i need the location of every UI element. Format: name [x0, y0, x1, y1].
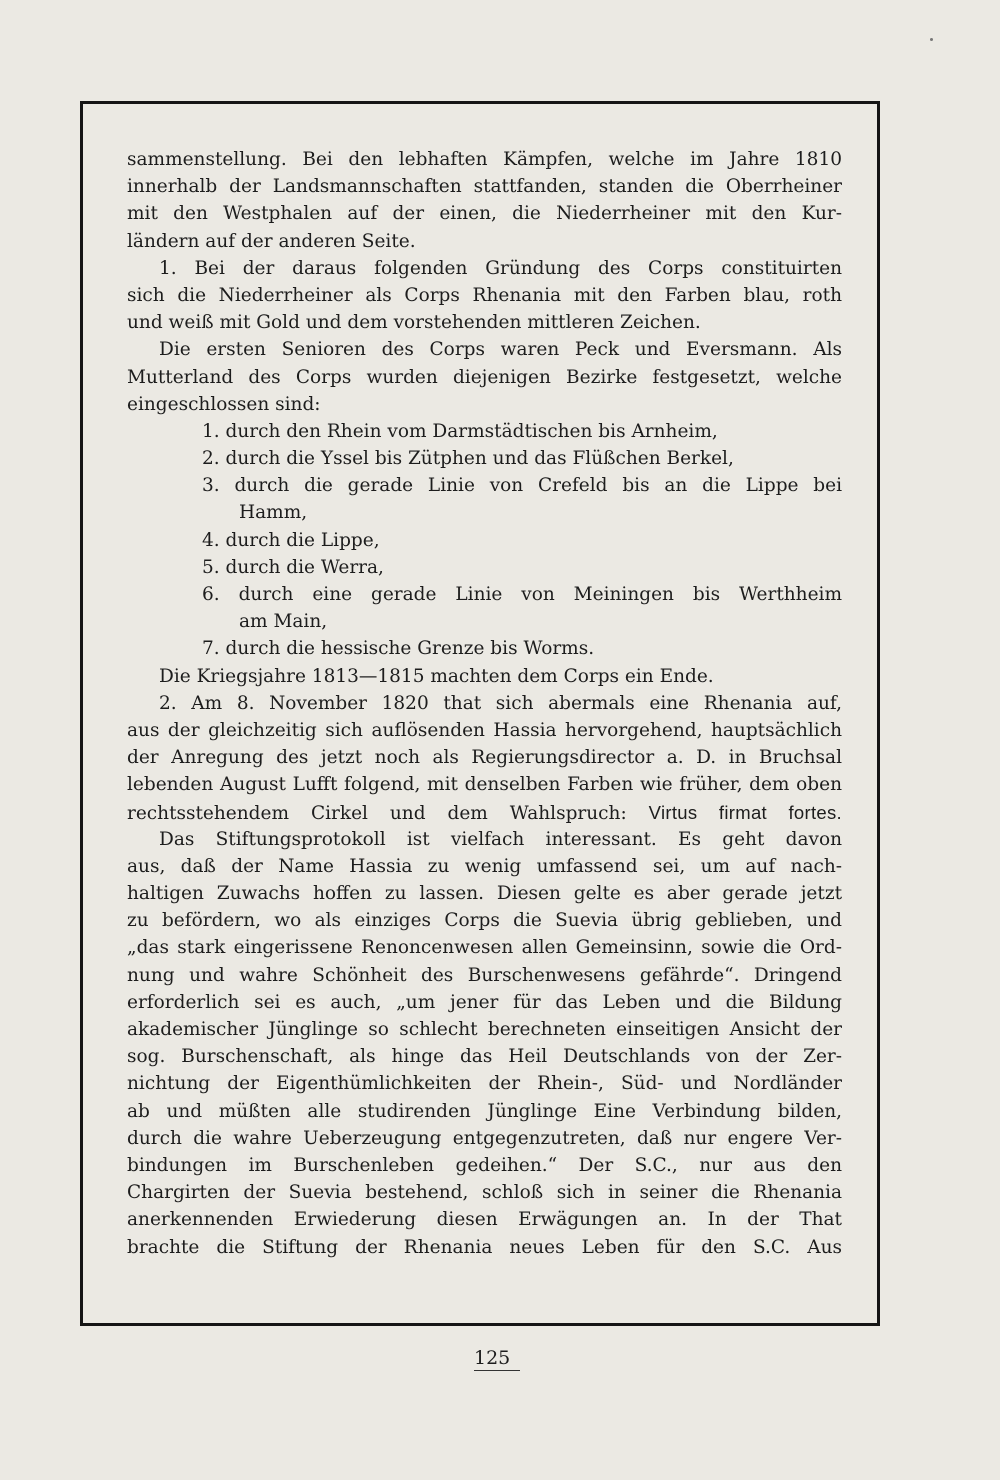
text-line: haltigen Zuwachs hoffen zu lassen. Diesen gelte es aber gerade jetzt	[127, 883, 842, 905]
text-line: sich die Niederrheiner als Corps Rhenania mit den Farben blau, roth	[127, 284, 842, 306]
text-line: ländern auf der anderen Seite.	[127, 230, 416, 252]
list-item-continuation: Hamm,	[239, 502, 308, 524]
page-text-block	[127, 146, 842, 1261]
text-line	[127, 1152, 842, 1179]
text-line: eingeschlossen sind:	[127, 393, 321, 415]
list-item: 7. durch die hessische Grenze bis Worms.	[202, 638, 595, 660]
text-line: „das stark eingerissene Renoncenwesen allen Gemeinsinn, sowie die Ord-	[127, 937, 842, 959]
text-line: und weiß mit Gold und dem vorstehenden mittleren Zeichen.	[127, 312, 701, 334]
motto-text: Virtus firmat fortes.	[648, 801, 842, 823]
text-line: nung und wahre Schönheit des Burschenwesens gefährde“. Dringend	[127, 964, 842, 986]
text-segment: Der S.C., nur aus den	[578, 1154, 842, 1176]
list-item: 5. durch die Werra,	[202, 556, 384, 578]
text-line: Das Stiftungsprotokoll ist vielfach interessant. Es geht davon	[159, 828, 842, 850]
text-line: der Anregung des jetzt noch als Regierungsdirector a. D. in Bruchsal	[127, 747, 842, 769]
text-line: 1. Bei der daraus folgenden Gründung des Corps constituirten	[159, 257, 842, 279]
text-line: sog. Burschenschaft, als hinge das Heil Deutschlands von der Zer-	[127, 1046, 842, 1068]
list-item: 2. durch die Yssel bis Zütphen und das Flüßchen Berkel,	[202, 448, 734, 470]
list-item: 1. durch den Rhein vom Darmstädtischen bis Arnheim,	[202, 420, 718, 442]
page-number: 125	[474, 1346, 520, 1371]
text-line: Die ersten Senioren des Corps waren Peck und Eversmann. Als	[159, 339, 842, 361]
text-segment: bindungen im Burschenleben gedeihen.“	[127, 1154, 558, 1176]
list-item: 6. durch eine gerade Linie von Meiningen bis Werthheim	[202, 584, 842, 605]
list-item: 3. durch die gerade Linie von Crefeld bis an die Lippe bei	[202, 475, 842, 497]
text-line: sammenstellung. Bei den lebhaften Kämpfen, welche im Jahre 1810	[127, 149, 842, 170]
text-line: mit den Westphalen auf der einen, die Niederrheiner mit den Kur-	[127, 203, 842, 225]
text-line: lebenden August Lufft folgend, mit denselben Farben wie früher, dem oben	[127, 774, 842, 796]
text-line: durch die wahre Ueberzeugung entgegenzutreten, daß nur engere Ver-	[127, 1127, 842, 1149]
list-item-continuation: am Main,	[239, 611, 328, 633]
text-line: brachte die Stiftung der Rhenania neues Leben für den S.C. Aus	[127, 1236, 842, 1258]
text-line: aus der gleichzeitig sich auflösenden Hassia hervorgehend, hauptsächlich	[127, 719, 842, 741]
text-line: zu befördern, wo als einziges Corps die Suevia übrig geblieben, und	[127, 910, 842, 932]
text-line: 2. Am 8. November 1820 that sich abermals eine Rhenania auf,	[159, 692, 842, 714]
text-line: Mutterland des Corps wurden diejenigen Bezirke festgesetzt, welche	[127, 366, 842, 388]
text-line: Die Kriegsjahre 1813—1815 machten dem Corps ein Ende.	[159, 665, 714, 687]
text-segment: rechtsstehendem Cirkel und dem Wahlspruch:	[127, 802, 627, 824]
text-line: aus, daß der Name Hassia zu wenig umfassend sei, um auf nach-	[127, 855, 842, 877]
list-item: 4. durch die Lippe,	[202, 529, 380, 551]
text-line: akademischer Jünglinge so schlecht berechneten einseitigen Ansicht der	[127, 1019, 842, 1040]
text-line: ab und müßten alle studirenden Jünglinge Eine Verbindung bilden,	[127, 1100, 842, 1122]
text-line	[127, 799, 842, 826]
text-line: Chargirten der Suevia bestehend, schloß sich in seiner die Rhenania	[127, 1182, 842, 1204]
text-line: anerkennenden Erwiederung diesen Erwägungen an. In der That	[127, 1209, 842, 1231]
text-line: nichtung der Eigenthümlichkeiten der Rhein-, Süd- und Nordländer	[127, 1073, 842, 1095]
text-line: innerhalb der Landsmannschaften stattfanden, standen die Oberrheiner	[127, 176, 842, 198]
paper-speck	[930, 38, 933, 41]
text-line: erforderlich sei es auch, „um jener für das Leben und die Bildung	[127, 991, 842, 1013]
